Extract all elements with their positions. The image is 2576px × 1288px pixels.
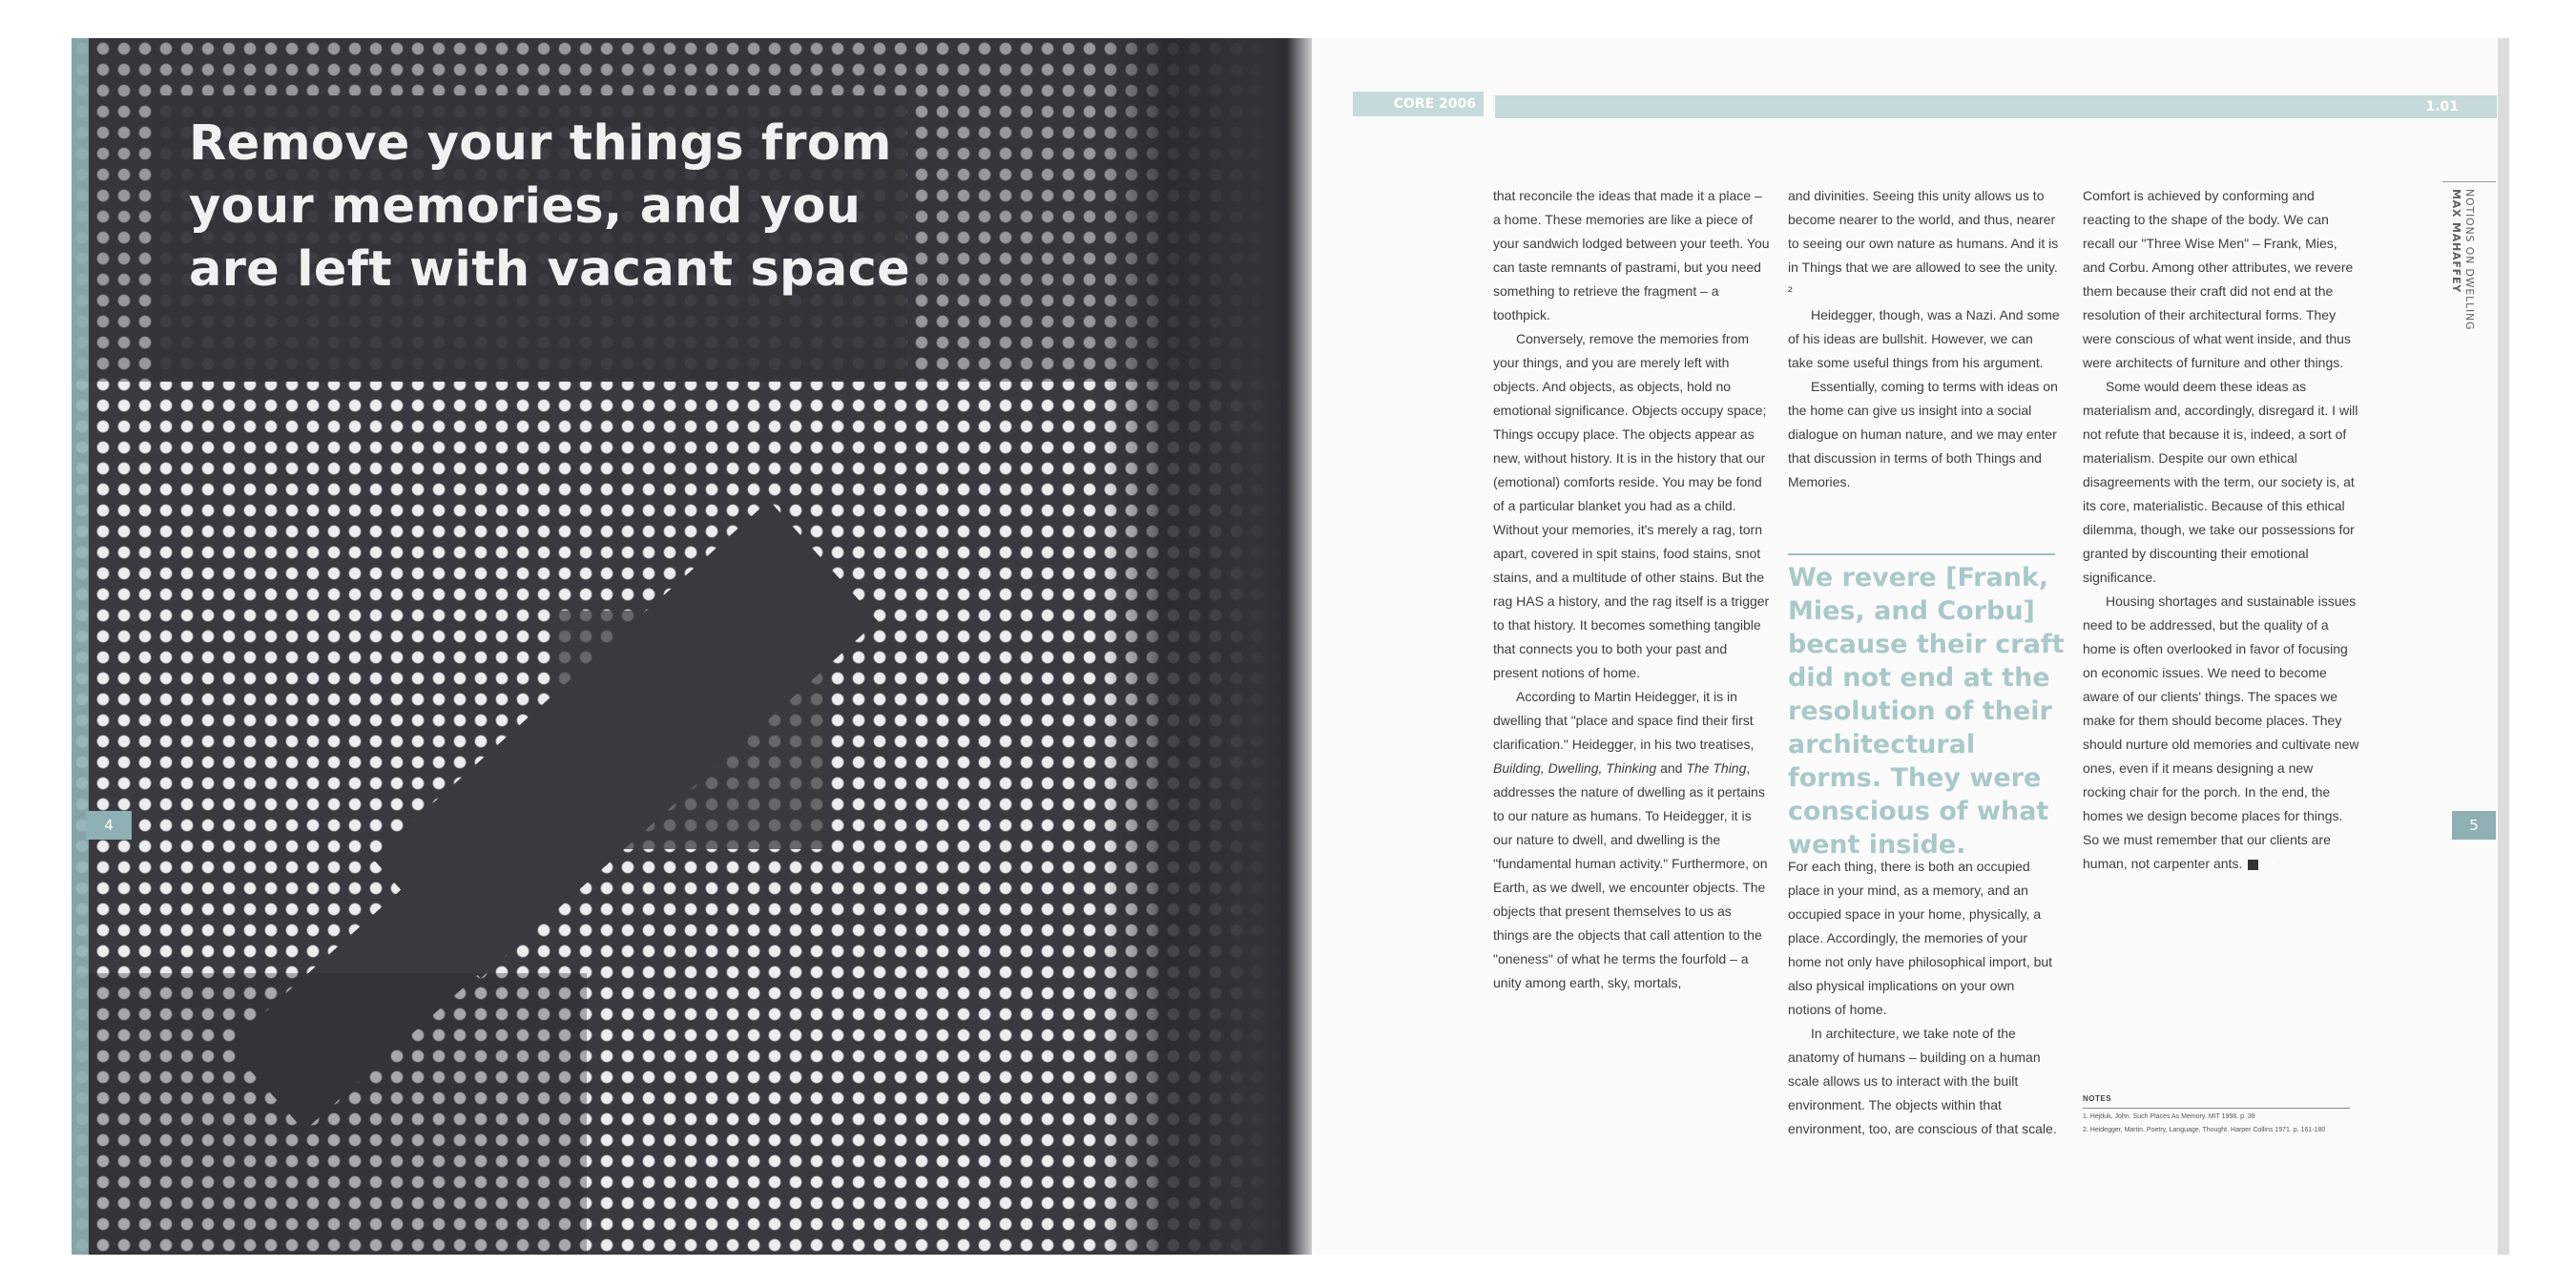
header-section-label: CORE 2006 [1353,92,1484,116]
paragraph: that reconcile the ideas that made it a place – a home. These memories are like a piece of your sandwich lodged between your teeth. You can taste remnants of pastrami, but you need something to retrieve the fragment – a toothpick. [1493,188,1770,322]
photo-shadow [72,973,587,1255]
pull-quote-rule [1788,553,2055,555]
right-page-edge [2498,38,2509,1255]
body-column-2 [1788,184,2060,494]
page-number-right: 5 [2452,811,2496,840]
paragraph: Conversely, remove the memories from your things, and you are merely left with objects. And objects, as objects, hold no emotional significance. Objects occupy space; Things occupy place. The objects appear as new, without history. It is in the history that our (emotional) comforts reside. You may be fond of a particular blanket you had as a child. Without your memories, it's merely a rag, torn apart, covered in spit stains, food stains, snot stains, and a multitude of other stains. But the rag HAS a history, and the rag itself is a trigger to that history. It becomes something tangible that connects you to both your past and present notions of home. [1493,331,1770,680]
book-gutter [1250,38,1317,1255]
body-column-3 [2083,184,2359,876]
pull-quote: We revere [Frank, Mies, and Corbu] because their craft did not end at the resolution of their architectural forms. They were conscious of what went inside. [1788,563,2065,860]
paragraph: Housing shortages and sustainable issues need to be addressed, but the quality of a home is often overlooked in favor of focusing on economic issues. We need to become aware of our clients' things. The spaces we make for them should become places. They should nurture old memories and cultivate new ones, even if it means designing a new rocking chair for the porch. In the end, the homes we design become places for things. So we must remember that our clients are human, not carpenter ants. C [2083,593,2359,871]
footnote: 2. Heidegger, Martin. Poetry, Language, Thought. Harper Collins 1971. p. 161-180 [2083,1127,2326,1133]
paragraph: For each thing, there is both an occupied place in your mind, as a memory, and an occupied space in your home, physically, a place. Accordingly, the memories of your home not only have philosophical import, but also physical implications on your own notions of home. [1788,859,2053,1017]
headline: Remove your things from your memories, and you are left with vacant space [189,115,910,298]
sidebar-rule [2442,181,2496,182]
paragraph: Comfort is achieved by conforming and reacting to the shape of the body. We can recall our "Three Wise Men" – Frank, Mies, and Corbu. Among other attributes, we revere them because their craft did not end at the resolution of their architectural forms. They were conscious of what went inside, and thus were architects of furniture and other things. [2083,188,2354,370]
paragraph: Some would deem these ideas as materialism and, accordingly, disregard it. I will not refute that because it is, indeed, a sort of materialism. Despite our own ethical disagreements with the term, our society is, at its core, materialistic. Because of this ethical dilemma, though, we take our possessions for granted by discounting their emotional significance. [2083,379,2358,585]
footnote: 1. Hejduk, John. Such Places As Memory. MIT 1998. p. 39 [2083,1113,2255,1120]
paragraph: According to Martin Heidegger, it is in dwelling that "place and space find their first clarification." Heidegger, in his two treatises, Building, Dwelling, Thinking and The Thing, addresses the nature of dwelling as it pertains to our nature as humans. To Heidegger, it is our nature to dwell, and dwelling is the "fundamental human activity." Furthermore, on Earth, as we dwell, we encounter objects. The objects that present themselves to us as things are the objects that call attention to the "oneness" of what he terms the fourfold – a unity among earth, sky, mortals, [1493,689,1768,990]
header-bar: 1.01 [1495,95,2497,118]
paragraph: Essentially, coming to terms with ideas on the home can give us insight into a social dialogue on human nature, and we may enter that discussion in terms of both Things and Memories. [1788,379,2058,489]
author-name: MAX MAHAFFEY [2450,189,2462,294]
paragraph: and divinities. Seeing this unity allows us to become nearer to the world, and thus, nearer to seeing our own nature as humans. And it is in Things that we are allowed to see the unity. ² [1788,188,2059,299]
notes-rule [2083,1108,2350,1109]
end-of-article-mark: C [2248,860,2258,870]
body-column-2-continued [1788,855,2060,1141]
page-number-left: 4 [86,811,132,840]
sidebar-running-head [2438,189,2476,418]
paragraph: In architecture, we take note of the anatomy of humans – building on a human scale allows us to interact with the built environment. The objects within that environment, too, are conscious of that scale. [1788,1026,2057,1136]
left-page-edge [72,38,89,1255]
body-column-1 [1493,184,1770,995]
article-title: NOTIONS ON DWELLING [2463,189,2476,331]
paragraph: Heidegger, though, was a Nazi. And some of his ideas are bullshit. However, we can take some useful things from his argument. [1788,307,2060,370]
notes-heading: NOTES [2083,1094,2112,1103]
